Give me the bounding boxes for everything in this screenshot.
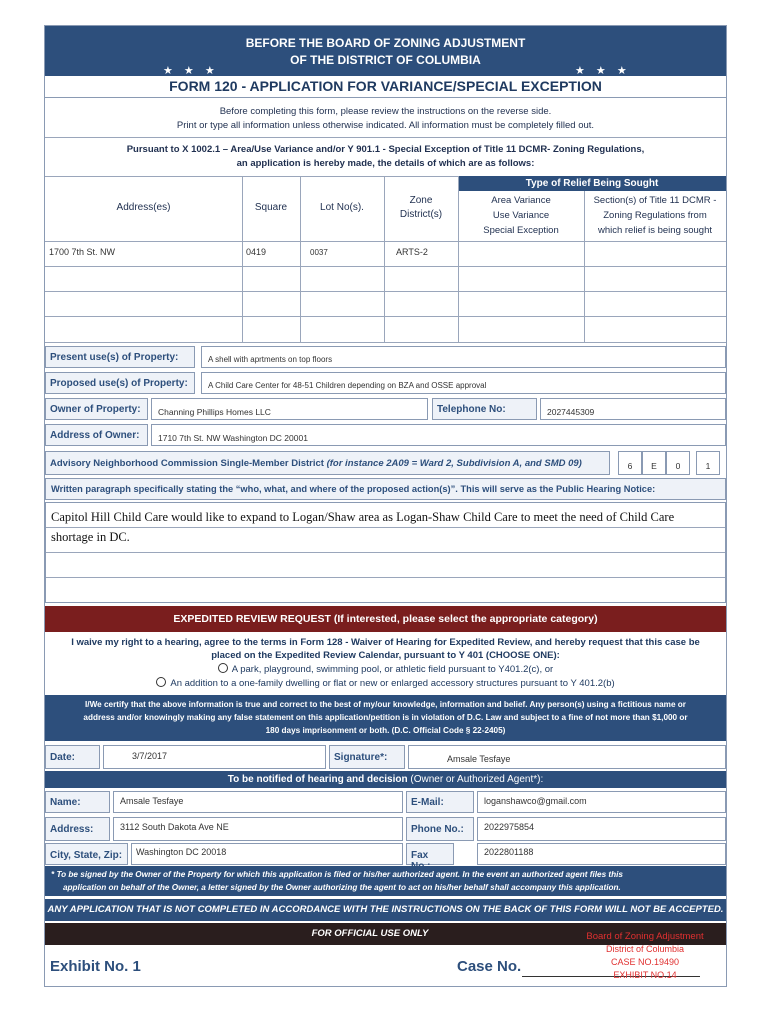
col-section-1: Section(s) of Title 11 DCMR - xyxy=(593,195,717,206)
anc-digit-1[interactable]: 6 xyxy=(618,451,642,475)
pursuant-line1: Pursuant to X 1002.1 – Area/Use Variance and/or Y 901.1 - Special Exception of Title 11 DCMR- Zoning Regulations, xyxy=(126,144,645,155)
table-row-line xyxy=(45,316,726,317)
footer-note-line1: * To be signed by the Owner of the Property for which this application is filed or his/her authorized agent. In the event an authorized agent files this xyxy=(51,870,623,879)
col-zone-2: District(s) xyxy=(399,209,443,220)
date-value[interactable]: 3/7/2017 xyxy=(103,745,326,769)
address-label: Address: xyxy=(45,817,110,841)
fax-label: Fax xyxy=(406,843,454,865)
name-label: Name: xyxy=(45,791,110,813)
divider xyxy=(45,137,726,138)
city-value[interactable]: Washington DC 20018 xyxy=(131,843,403,865)
footer-note xyxy=(45,866,726,896)
stamp-line4: EXHIBIT NO.14 xyxy=(613,970,677,980)
instruction-line1: Before completing this form, please review the instructions on the reverse side. xyxy=(219,106,552,117)
col-area-2: Use Variance xyxy=(492,210,550,221)
expedited-option1[interactable] xyxy=(45,663,726,675)
email-label: E-Mail: xyxy=(406,791,474,813)
notice-text-line1: Capitol Hill Child Care would like to expand to Logan/Shaw area as Logan-Shaw Child Care to meet the need of Child Care xyxy=(51,510,675,524)
fax-value[interactable]: 2022801188 xyxy=(477,843,726,865)
col-area-1: Area Variance xyxy=(491,195,551,206)
right-stars: ★ ★ ★ xyxy=(575,65,631,77)
date-label: Date: xyxy=(45,745,100,769)
col-address: Address(es) xyxy=(116,202,171,213)
row1-zone[interactable]: ARTS-2 xyxy=(396,247,428,257)
table-row-line xyxy=(45,291,726,292)
city-label: City, State, Zip: xyxy=(45,843,128,865)
notify-title xyxy=(45,771,726,788)
instruction-line2: Print or type all information unless otherwise indicated. All information must be completely filled out. xyxy=(176,120,595,131)
owner-label: Owner of Property: xyxy=(45,398,148,420)
row1-address[interactable]: 1700 7th St. NW xyxy=(49,247,116,257)
signature-value[interactable]: Amsale Tesfaye xyxy=(408,745,726,769)
left-stars: ★ ★ ★ xyxy=(163,65,219,77)
table-row-line xyxy=(45,342,726,343)
expedited-option2[interactable] xyxy=(45,677,726,689)
notice-line xyxy=(46,527,725,528)
col-area-3: Special Exception xyxy=(483,225,559,236)
radio-icon[interactable] xyxy=(218,663,228,673)
email-value[interactable]: loganshawco@gmail.com xyxy=(477,791,726,813)
certification-box xyxy=(45,695,726,741)
col-section-3: which relief is being sought xyxy=(597,225,713,236)
row1-square[interactable]: 0419 xyxy=(246,247,267,257)
col-zone-1: Zone xyxy=(409,195,433,206)
official-use-label: FOR OFFICIAL USE ONLY xyxy=(311,928,429,939)
radio-icon[interactable] xyxy=(156,677,166,687)
anc-digit-3[interactable]: 0 xyxy=(666,451,690,475)
signature-label: Signature*: xyxy=(329,745,405,769)
option1-text: A park, playground, swimming pool, or athletic field pursuant to Y401.2(c), or xyxy=(231,664,554,675)
form-title: FORM 120 - APPLICATION FOR VARIANCE/SPECIAL EXCEPTION xyxy=(45,78,726,98)
notice-text-area[interactable] xyxy=(45,502,726,603)
present-use-label: Present use(s) of Property: xyxy=(45,346,195,368)
phone-value[interactable]: 2022975854 xyxy=(477,817,726,841)
anc-label-example: (for instance 2A09 = Ward 2, Subdivision A, and SMD 09) xyxy=(326,458,582,469)
table-row-line xyxy=(45,266,726,267)
notice-line xyxy=(46,577,725,578)
relief-header: Type of Relief Being Sought xyxy=(458,176,726,191)
table-top-line xyxy=(45,176,458,177)
stamp-line3: CASE NO.19490 xyxy=(610,957,680,967)
certify-line2: address and/or knowingly making any false statement on this application/petition is in violation of D.C. Law and subject to a fine of not more than $1,000 or xyxy=(83,713,688,722)
address-value[interactable]: 3112 South Dakota Ave NE xyxy=(113,817,403,841)
anc-digit-2[interactable]: E xyxy=(642,451,666,475)
row1-lot[interactable]: 0037 xyxy=(310,248,328,257)
owner-value[interactable]: Channing Phillips Homes LLC xyxy=(151,398,428,420)
name-value[interactable]: Amsale Tesfaye xyxy=(113,791,403,813)
notify-title-sub: (Owner or Authorized Agent*): xyxy=(410,774,544,785)
option2-text: An addition to a one-family dwelling or flat or new or enlarged accessory structures pursuant to Y 401.2(b) xyxy=(170,678,615,689)
owner-address-value[interactable]: 1710 7th St. NW Washington DC 20001 xyxy=(151,424,726,446)
notice-text-line2: shortage in DC. xyxy=(51,530,130,544)
anc-label xyxy=(45,451,610,475)
col-section-2: Zoning Regulations from xyxy=(603,210,707,221)
case-label: Case No. xyxy=(457,958,522,975)
col-lot: Lot No(s). xyxy=(320,202,364,213)
stamp-line2: District of Columbia xyxy=(605,944,685,954)
present-use-value[interactable]: A shell with aprtments on top floors xyxy=(201,346,726,368)
expedited-title: EXPEDITED REVIEW REQUEST (If interested, please select the appropriate category) xyxy=(45,606,726,632)
notice-label: Written paragraph specifically stating the “who, what, and where of the proposed action(s)”. This will serve as the Public Hearing Notice: xyxy=(45,478,726,500)
notify-title-main: To be notified of hearing and decision xyxy=(227,774,411,785)
footer-warning: ANY APPLICATION THAT IS NOT COMPLETED IN ACCORDANCE WITH THE INSTRUCTIONS ON THE BACK OF THIS FORM WILL NOT BE ACCEPTED. xyxy=(45,899,726,921)
stamp-line1: Board of Zoning Adjustment xyxy=(586,931,704,942)
table-row-line xyxy=(45,241,726,242)
certify-line1: I/We certify that the above information is true and correct to the best of my/our knowledge, information and belief. Any person(s) using a fictitious name or xyxy=(85,700,686,709)
header-banner xyxy=(45,26,726,76)
telephone-value[interactable]: 2027445309 xyxy=(540,398,726,420)
expedited-text2: placed on the Expedited Review Calendar, pursuant to Y 401 (CHOOSE ONE): xyxy=(211,650,560,661)
pursuant-line2: an application is hereby made, the details of which are as follows: xyxy=(236,158,535,169)
proposed-use-label: Proposed use(s) of Property: xyxy=(45,372,195,394)
header-line1: BEFORE THE BOARD OF ZONING ADJUSTMENT xyxy=(245,36,526,50)
certify-line3: 180 days imprisonment or both. (D.C. Official Code § 22-2405) xyxy=(265,726,506,735)
header-line2: OF THE DISTRICT OF COLUMBIA xyxy=(290,53,481,67)
anc-label-main: Advisory Neighborhood Commission Single-Member District xyxy=(50,458,327,469)
footer-note-line2: application on behalf of the Owner, a letter signed by the Owner authorizing the agent to act on his/her behalf shall accompany this application. xyxy=(63,883,621,892)
expedited-text1: I waive my right to a hearing, agree to the terms in Form 128 - Waiver of Hearing for Expedited Review, and hereby request that this case be xyxy=(71,637,700,648)
exhibit-label: Exhibit No. 1 xyxy=(50,958,141,975)
phone-label: Phone No.: xyxy=(406,817,474,841)
col-square: Square xyxy=(254,202,288,213)
owner-address-label: Address of Owner: xyxy=(45,424,148,446)
telephone-label: Telephone No: xyxy=(432,398,537,420)
anc-digit-4[interactable]: 1 xyxy=(696,451,720,475)
proposed-use-value[interactable]: A Child Care Center for 48-51 Children depending on BZA and OSSE approval xyxy=(201,372,726,394)
notice-line xyxy=(46,552,725,553)
